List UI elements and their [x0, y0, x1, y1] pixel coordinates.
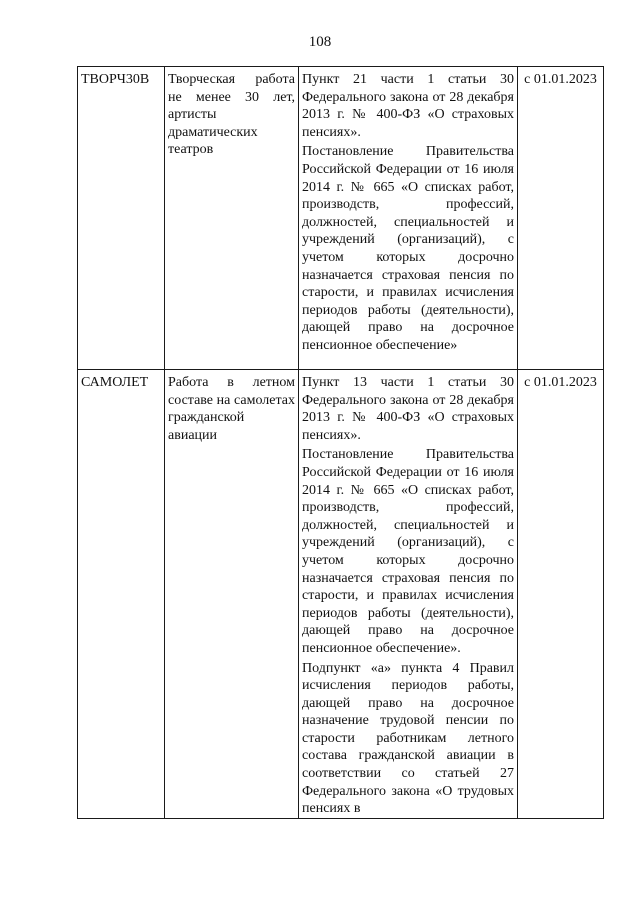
legal-basis-paragraph: Подпункт «а» пункта 4 Правил исчисления периодов работы, дающей право на досрочное назначение трудовой пенсии по старости работникам летного состава гражданской авиации в соответствии со статьей 27 Федерального закона «О трудовых пенсиях в — [302, 660, 514, 817]
legal-basis-cell — [299, 370, 518, 819]
code-cell: ТВОРЧ30В — [78, 67, 165, 370]
description-cell: Работа в летном составе на самолетах гражданской авиации — [165, 370, 299, 819]
effective-date-cell: с 01.01.2023 — [518, 370, 604, 819]
legal-basis-paragraph: Постановление Правительства Российской Федерации от 16 июля 2014 г. № 665 «О списках работ, производств, профессий, должностей, специальностей и учреждений (организаций), с учетом которых досрочно назначается страховая пенсия по старости, и правилах исчисления периодов работы (деятельности), дающей право на досрочное пенсионное обеспечение». — [302, 447, 514, 656]
legal-basis-paragraph: Пункт 13 части 1 статьи 30 Федерального закона от 28 декабря 2013 г. № 400-ФЗ «О страховых пенсиях». — [302, 375, 514, 443]
table-row — [78, 67, 604, 370]
effective-date-cell: с 01.01.2023 — [518, 67, 604, 370]
code-cell: САМОЛЕТ — [78, 370, 165, 819]
legal-basis-cell — [299, 67, 518, 370]
description-cell: Творческая работа не менее 30 лет, артисты драматических театров — [165, 67, 299, 370]
legal-basis-paragraph: Пункт 21 части 1 статьи 30 Федерального закона от 28 декабря 2013 г. № 400-ФЗ «О страховых пенсиях». — [302, 72, 514, 140]
pension-codes-table — [77, 66, 604, 819]
table-row — [78, 370, 604, 819]
legal-basis-paragraph: Постановление Правительства Российской Федерации от 16 июля 2014 г. № 665 «О списках работ, производств, профессий, должностей, специальностей и учреждений (организаций), с учетом которых досрочно назначается страховая пенсия по старости, и правилах исчисления периодов работы (деятельности), дающей право на досрочное пенсионное обеспечение» — [302, 144, 514, 353]
page-number: 108 — [308, 34, 332, 50]
